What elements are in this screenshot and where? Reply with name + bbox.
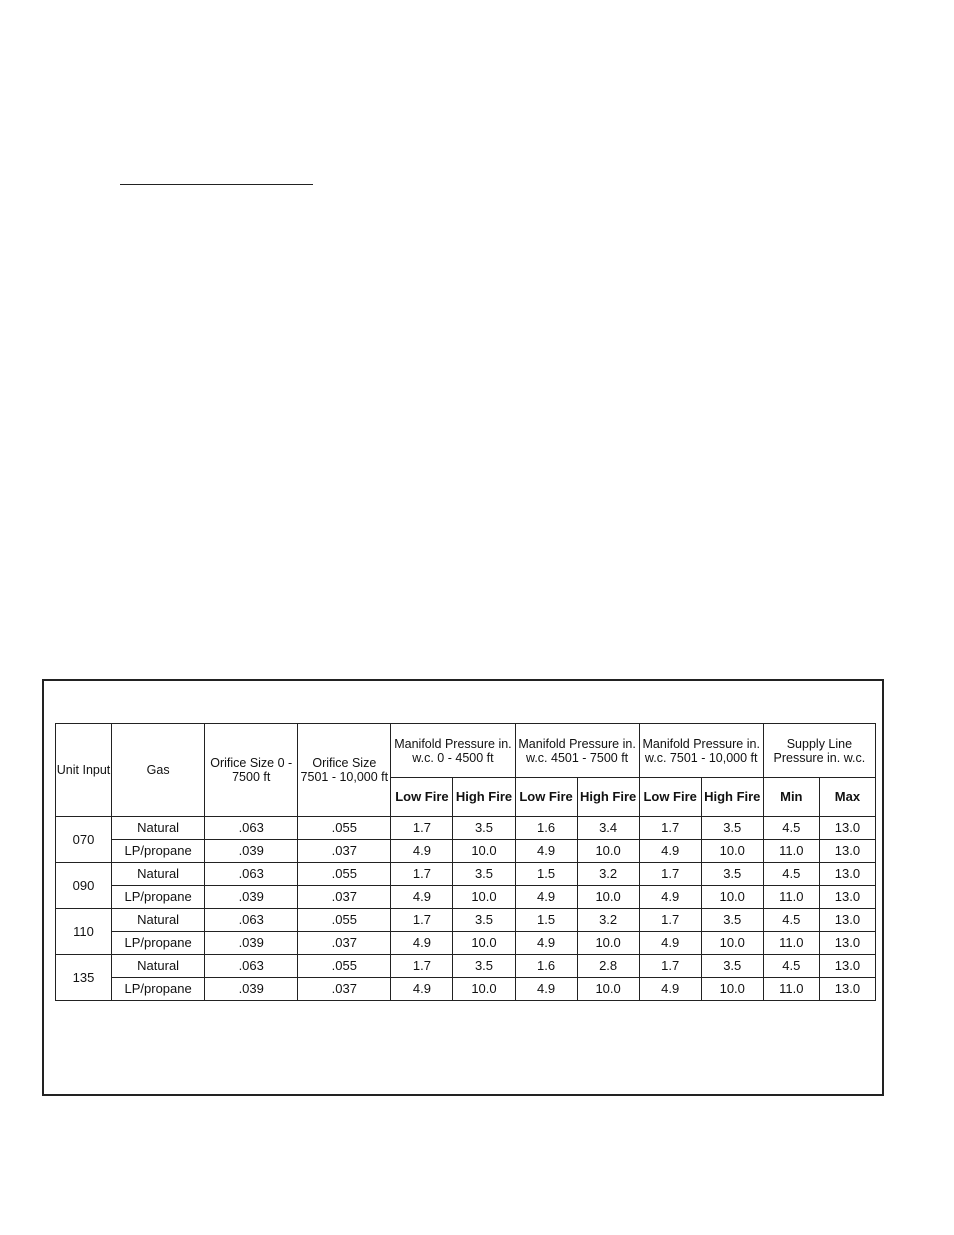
pressure-cell: 4.9 [639, 978, 701, 1001]
supply-min-cell: 11.0 [763, 932, 819, 955]
pressure-cell: 10.0 [577, 840, 639, 863]
pressure-cell: 10.0 [453, 840, 515, 863]
table-row [56, 932, 876, 955]
pressure-cell: 1.7 [391, 863, 453, 886]
pressure-cell: 3.5 [701, 817, 763, 840]
unit-input-cell: 135 [56, 955, 112, 1001]
gas-cell: LP/propane [112, 840, 205, 863]
header-manifold-7501-10000: Manifold Pressure in. w.c. 7501 - 10,000 ft [639, 724, 763, 778]
pressure-cell: 1.7 [391, 909, 453, 932]
pressure-cell: 4.9 [515, 932, 577, 955]
subheader-low-fire: Low Fire [639, 778, 701, 817]
supply-min-cell: 4.5 [763, 955, 819, 978]
supply-max-cell: 13.0 [819, 932, 875, 955]
orifice-cell: .055 [298, 863, 391, 886]
orifice-cell: .037 [298, 932, 391, 955]
supply-min-cell: 4.5 [763, 863, 819, 886]
header-manifold-0-4500: Manifold Pressure in. w.c. 0 - 4500 ft [391, 724, 515, 778]
pressure-cell: 3.2 [577, 909, 639, 932]
orifice-cell: .063 [205, 955, 298, 978]
pressure-cell: 3.5 [453, 909, 515, 932]
supply-min-cell: 4.5 [763, 909, 819, 932]
pressure-cell: 3.5 [453, 863, 515, 886]
pressure-cell: 1.7 [391, 817, 453, 840]
gas-cell: Natural [112, 909, 205, 932]
pressure-cell: 4.9 [639, 886, 701, 909]
orifice-cell: .039 [205, 886, 298, 909]
pressure-cell: 3.5 [453, 817, 515, 840]
pressure-cell: 10.0 [701, 886, 763, 909]
header-supply-line-pressure: Supply Line Pressure in. w.c. [763, 724, 875, 778]
header-manifold-4501-7500: Manifold Pressure in. w.c. 4501 - 7500 ft [515, 724, 639, 778]
header-orifice-7501-10000: Orifice Size 7501 - 10,000 ft [298, 724, 391, 817]
pressure-cell: 1.6 [515, 817, 577, 840]
pressure-cell: 4.9 [639, 840, 701, 863]
table-row [56, 840, 876, 863]
orifice-cell: .039 [205, 978, 298, 1001]
unit-input-cell: 090 [56, 863, 112, 909]
table-row [56, 955, 876, 978]
pressure-cell: 10.0 [701, 932, 763, 955]
pressure-cell: 4.9 [391, 886, 453, 909]
orifice-cell: .055 [298, 955, 391, 978]
supply-min-cell: 4.5 [763, 817, 819, 840]
pressure-cell: 10.0 [701, 840, 763, 863]
pressure-cell: 4.9 [515, 840, 577, 863]
pressure-cell: 3.5 [701, 955, 763, 978]
pressure-cell: 4.9 [391, 978, 453, 1001]
supply-max-cell: 13.0 [819, 978, 875, 1001]
orifice-cell: .039 [205, 932, 298, 955]
subheader-low-fire: Low Fire [391, 778, 453, 817]
pressure-cell: 4.9 [639, 932, 701, 955]
gas-cell: LP/propane [112, 886, 205, 909]
pressure-cell: 1.5 [515, 909, 577, 932]
subheader-high-fire: High Fire [453, 778, 515, 817]
table-row [56, 909, 876, 932]
orifice-cell: .063 [205, 863, 298, 886]
supply-max-cell: 13.0 [819, 909, 875, 932]
subheader-low-fire: Low Fire [515, 778, 577, 817]
supply-max-cell: 13.0 [819, 840, 875, 863]
table-row [56, 978, 876, 1001]
unit-input-cell: 070 [56, 817, 112, 863]
section-heading-underline [120, 184, 313, 185]
pressure-cell: 1.7 [639, 909, 701, 932]
orifice-cell: .063 [205, 909, 298, 932]
header-orifice-0-7500: Orifice Size 0 - 7500 ft [205, 724, 298, 817]
gas-cell: Natural [112, 863, 205, 886]
orifice-cell: .039 [205, 840, 298, 863]
gas-orifice-pressure-table [55, 723, 876, 1001]
pressure-cell: 3.5 [453, 955, 515, 978]
pressure-cell: 10.0 [701, 978, 763, 1001]
supply-min-cell: 11.0 [763, 978, 819, 1001]
unit-input-cell: 110 [56, 909, 112, 955]
gas-cell: Natural [112, 955, 205, 978]
supply-max-cell: 13.0 [819, 863, 875, 886]
table-row [56, 886, 876, 909]
subheader-max: Max [819, 778, 875, 817]
pressure-cell: 3.4 [577, 817, 639, 840]
gas-cell: LP/propane [112, 932, 205, 955]
pressure-cell: 2.8 [577, 955, 639, 978]
supply-min-cell: 11.0 [763, 840, 819, 863]
orifice-cell: .037 [298, 840, 391, 863]
supply-min-cell: 11.0 [763, 886, 819, 909]
orifice-cell: .037 [298, 886, 391, 909]
orifice-cell: .055 [298, 909, 391, 932]
pressure-cell: 10.0 [577, 978, 639, 1001]
pressure-cell: 4.9 [515, 978, 577, 1001]
pressure-cell: 1.7 [639, 863, 701, 886]
supply-max-cell: 13.0 [819, 955, 875, 978]
supply-max-cell: 13.0 [819, 886, 875, 909]
pressure-cell: 10.0 [577, 932, 639, 955]
pressure-cell: 1.5 [515, 863, 577, 886]
pressure-cell: 10.0 [453, 932, 515, 955]
gas-cell: Natural [112, 817, 205, 840]
table-row [56, 863, 876, 886]
orifice-cell: .055 [298, 817, 391, 840]
header-gas: Gas [112, 724, 205, 817]
pressure-cell: 10.0 [453, 978, 515, 1001]
pressure-cell: 1.7 [639, 955, 701, 978]
subheader-high-fire: High Fire [577, 778, 639, 817]
table-row [56, 817, 876, 840]
pressure-cell: 4.9 [391, 840, 453, 863]
pressure-cell: 1.6 [515, 955, 577, 978]
pressure-cell: 3.5 [701, 909, 763, 932]
orifice-cell: .037 [298, 978, 391, 1001]
pressure-cell: 4.9 [515, 886, 577, 909]
header-unit-input: Unit Input [56, 724, 112, 817]
orifice-cell: .063 [205, 817, 298, 840]
supply-max-cell: 13.0 [819, 817, 875, 840]
pressure-cell: 1.7 [391, 955, 453, 978]
pressure-cell: 4.9 [391, 932, 453, 955]
gas-cell: LP/propane [112, 978, 205, 1001]
pressure-cell: 10.0 [453, 886, 515, 909]
subheader-high-fire: High Fire [701, 778, 763, 817]
pressure-cell: 10.0 [577, 886, 639, 909]
pressure-cell: 3.2 [577, 863, 639, 886]
pressure-cell: 3.5 [701, 863, 763, 886]
pressure-cell: 1.7 [639, 817, 701, 840]
subheader-min: Min [763, 778, 819, 817]
